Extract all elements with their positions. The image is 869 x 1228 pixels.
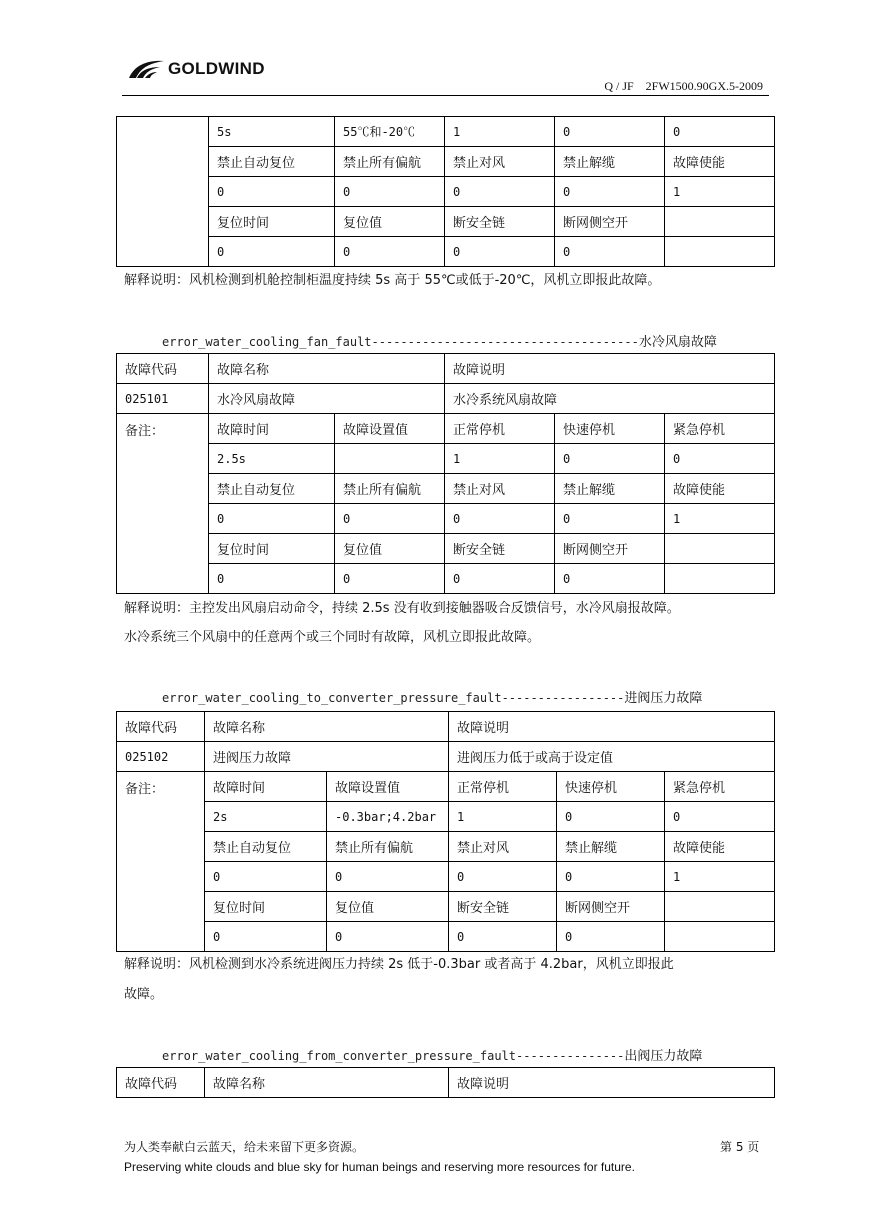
fault-code-name: error_water_cooling_fan_fault: [162, 335, 372, 349]
table-cell: 禁止所有偏航: [335, 474, 445, 504]
title-leader: ---------------: [516, 1049, 625, 1063]
table-cell: 断网侧空开: [555, 534, 665, 564]
explanation-note: 解释说明：主控发出风扇启动命令，持续 2.5s 没有收到接触器吸合反馈信号，水冷风扇报故障。: [124, 601, 680, 616]
table-cell: [665, 922, 775, 952]
table-cell: 5s: [209, 117, 335, 147]
fault-code-name: error_water_cooling_from_converter_pressure_fault: [162, 1049, 517, 1063]
table-cell: 0: [335, 504, 445, 534]
table-row: [117, 474, 775, 504]
table-cell: 禁止对风: [445, 147, 555, 177]
table-cell: 0: [555, 237, 665, 267]
table-cell: 故障设置值: [335, 414, 445, 444]
table-cell: 0: [335, 237, 445, 267]
table-cell: 0: [445, 564, 555, 594]
table-cell: 1: [449, 802, 557, 832]
table-cell: 禁止解缆: [557, 832, 665, 862]
table-row: [117, 444, 775, 474]
table-cell: 紧急停机: [665, 772, 775, 802]
table-row: [117, 892, 775, 922]
table-cell: 0: [665, 117, 775, 147]
table-cell: 正常停机: [445, 414, 555, 444]
table-cell: 禁止对风: [449, 832, 557, 862]
table-row: [117, 384, 775, 414]
fault-title: 水冷风扇故障: [638, 335, 717, 350]
fault-code-cell: 025101: [117, 384, 209, 414]
table-cell: -0.3bar;4.2bar: [327, 802, 449, 832]
explanation-note: 水冷系统三个风扇中的任意两个或三个同时有故障，风机立即报此故障。: [124, 630, 541, 645]
fault-table: [116, 1067, 775, 1098]
table-cell: 快速停机: [557, 772, 665, 802]
table-cell: 正常停机: [449, 772, 557, 802]
table-row: [117, 207, 775, 237]
table-cell: 0: [205, 922, 327, 952]
table-cell: [665, 564, 775, 594]
table-cell: 55℃和-20℃: [335, 117, 445, 147]
table-row: [117, 177, 775, 207]
fault-code-name: error_water_cooling_to_converter_pressure_fault: [162, 691, 502, 705]
table-cell: 0: [555, 504, 665, 534]
table-cell: [665, 534, 775, 564]
section-title: [162, 331, 717, 350]
header-cell: 故障说明: [449, 1068, 775, 1098]
table-row: [117, 354, 775, 384]
table-cell: 0: [209, 237, 335, 267]
table-cell: 禁止解缆: [555, 147, 665, 177]
table-cell: 0: [209, 177, 335, 207]
table-cell: 紧急停机: [665, 414, 775, 444]
fault-table-continued: [116, 116, 775, 267]
explanation-note: 解释说明：风机检测到机舱控制柜温度持续 5s 高于 55℃或低于-20℃，风机立即报此故障。: [124, 273, 661, 288]
header-cell: 故障代码: [117, 712, 205, 742]
table-cell: 复位值: [335, 207, 445, 237]
page-number: 第 5 页: [720, 1140, 760, 1154]
footer-slogan-en: Preserving white clouds and blue sky for human beings and reserving more resources for future.: [124, 1160, 635, 1174]
header-cell: 故障代码: [117, 1068, 205, 1098]
table-cell: 0: [445, 504, 555, 534]
table-cell: 0: [445, 237, 555, 267]
explanation-note: 故障。: [124, 987, 164, 1002]
table-cell: 0: [335, 177, 445, 207]
fault-name-cell: 水冷风扇故障: [209, 384, 445, 414]
table-cell: [665, 237, 775, 267]
table-cell: 1: [665, 504, 775, 534]
table-cell: 0: [555, 444, 665, 474]
footer-slogan-cn: 为人类奉献白云蓝天，给未来留下更多资源。: [124, 1140, 365, 1154]
table-cell: 0: [557, 802, 665, 832]
fault-table: [116, 353, 775, 594]
table-cell: 复位值: [335, 534, 445, 564]
table-row: [117, 832, 775, 862]
fault-desc-cell: 进阀压力低于或高于设定值: [449, 742, 775, 772]
table-cell: 0: [665, 444, 775, 474]
table-row: [117, 922, 775, 952]
table-row: [117, 712, 775, 742]
fault-title: 出阀压力故障: [624, 1049, 703, 1064]
table-cell: 0: [205, 862, 327, 892]
title-leader: -----------------: [501, 691, 625, 705]
table-cell: 故障时间: [209, 414, 335, 444]
table-cell: 复位时间: [209, 207, 335, 237]
table-row: [117, 862, 775, 892]
table-cell: 0: [449, 922, 557, 952]
table-row: [117, 802, 775, 832]
table-cell: [665, 207, 775, 237]
table-cell: 故障时间: [205, 772, 327, 802]
table-cell: 1: [445, 117, 555, 147]
table-cell: 故障设置值: [327, 772, 449, 802]
table-cell: 故障使能: [665, 147, 775, 177]
table-cell: 断安全链: [449, 892, 557, 922]
table-cell: 1: [665, 862, 775, 892]
table-row: [117, 504, 775, 534]
table-cell: 复位时间: [209, 534, 335, 564]
table-cell: 复位时间: [205, 892, 327, 922]
table-cell: 2.5s: [209, 444, 335, 474]
table-cell: [665, 892, 775, 922]
table-row: [117, 1068, 775, 1098]
table-cell: 0: [557, 922, 665, 952]
goldwind-logo: [127, 58, 265, 80]
table-cell: 复位值: [327, 892, 449, 922]
table-cell: 0: [209, 504, 335, 534]
table-cell: 0: [555, 564, 665, 594]
table-cell: 断安全链: [445, 207, 555, 237]
table-cell: 0: [557, 862, 665, 892]
fault-title: 进阀压力故障: [624, 691, 703, 706]
table-cell: 禁止解缆: [555, 474, 665, 504]
table-row: [117, 772, 775, 802]
table-cell: 故障使能: [665, 474, 775, 504]
explanation-note: 解释说明：风机检测到水冷系统进阀压力持续 2s 低于-0.3bar 或者高于 4.2bar，风机立即报此: [124, 957, 674, 972]
table-row: [117, 564, 775, 594]
header-cell: 故障名称: [209, 354, 445, 384]
table-cell: 0: [209, 564, 335, 594]
fault-name-cell: 进阀压力故障: [205, 742, 449, 772]
header-divider: [122, 95, 769, 96]
table-cell: 0: [335, 564, 445, 594]
table-cell: 禁止对风: [445, 474, 555, 504]
header-cell: 故障名称: [205, 712, 449, 742]
table-row: [117, 534, 775, 564]
table-cell: 快速停机: [555, 414, 665, 444]
remark-cell: 备注：: [117, 772, 205, 952]
table-cell: 断网侧空开: [555, 207, 665, 237]
header-cell: 故障名称: [205, 1068, 449, 1098]
fault-table: [116, 711, 775, 952]
header-cell: 故障说明: [445, 354, 775, 384]
table-cell: 禁止自动复位: [209, 474, 335, 504]
section-title: [162, 1045, 702, 1064]
table-cell: [335, 444, 445, 474]
remark-cell: [117, 117, 209, 267]
remark-cell: 备注：: [117, 414, 209, 594]
fault-desc-cell: 水冷系统风扇故障: [445, 384, 775, 414]
table-cell: 禁止自动复位: [209, 147, 335, 177]
table-cell: 0: [327, 922, 449, 952]
header-cell: 故障说明: [449, 712, 775, 742]
table-cell: 0: [555, 177, 665, 207]
table-cell: 禁止自动复位: [205, 832, 327, 862]
table-cell: 0: [665, 802, 775, 832]
table-cell: 0: [445, 177, 555, 207]
table-cell: 断网侧空开: [557, 892, 665, 922]
table-row: [117, 147, 775, 177]
table-cell: 故障使能: [665, 832, 775, 862]
table-cell: 1: [665, 177, 775, 207]
table-cell: 禁止所有偏航: [327, 832, 449, 862]
table-cell: 0: [449, 862, 557, 892]
table-cell: 2s: [205, 802, 327, 832]
table-cell: 禁止所有偏航: [335, 147, 445, 177]
document-number: Q / JF 2FW1500.90GX.5-2009: [604, 79, 763, 93]
table-row: [117, 237, 775, 267]
logo-text: GOLDWIND: [168, 59, 265, 78]
table-row: [117, 414, 775, 444]
table-row: [117, 742, 775, 772]
header-cell: 故障代码: [117, 354, 209, 384]
table-cell: 断安全链: [445, 534, 555, 564]
title-leader: -------------------------------------: [371, 335, 639, 349]
table-cell: 0: [555, 117, 665, 147]
goldwind-swoosh-icon: [127, 58, 165, 80]
fault-code-cell: 025102: [117, 742, 205, 772]
table-row: [117, 117, 775, 147]
table-cell: 1: [445, 444, 555, 474]
table-cell: 0: [327, 862, 449, 892]
section-title: [162, 687, 702, 706]
